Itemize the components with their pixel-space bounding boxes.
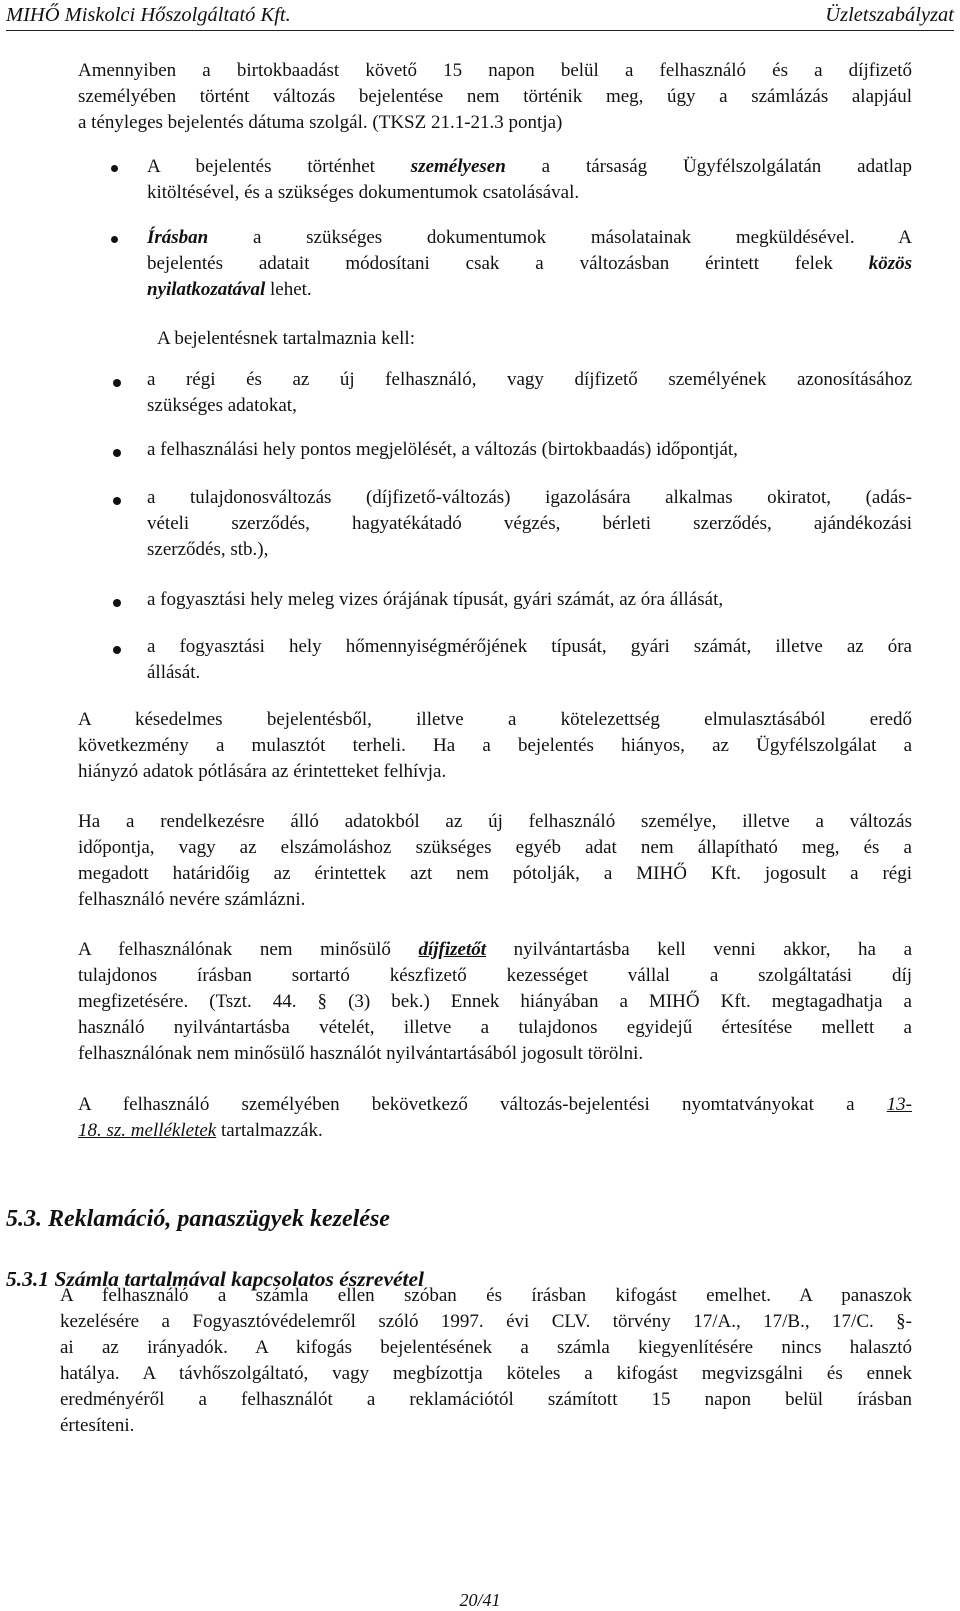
header-company: MIHŐ Miskolci Hőszolgáltató Kft. bbox=[6, 4, 291, 26]
contents-item: a felhasználási hely pontos megjelölését, a változás (birtokbaadás) időpontját, bbox=[147, 439, 738, 460]
contents-item: a régi és az új felhasználó, vagy díjfizető személyének azonosításához szükséges adatokat, bbox=[147, 369, 912, 416]
bullet-icon bbox=[113, 379, 121, 387]
bullet-icon bbox=[113, 449, 121, 457]
intro-paragraph: Amennyiben a birtokbaadást követő 15 napon belül a felhasználó és a díjfizető személyében történt változás bejelentése nem történik meg, úgy a számlázás alapjául a tényleges bejelentés dátuma szolgál. (TKSZ 21.1-21.3 pontja) bbox=[78, 60, 912, 133]
contents-intro: A bejelentésnek tartalmaznia kell: bbox=[157, 328, 415, 349]
paragraph-billing: Ha a rendelkezésre álló adatokból az új felhasználó személye, illetve a változás időpontja, vagy az elszámoláshoz szükséges egyéb adat nem állapítható meg, és a megadott határidőig az érintettek azt nem pótolják, a MIHŐ Kft. jogosult a régi felhasználó nevére számlázni. bbox=[78, 811, 912, 910]
header-doc-title: Üzletszabályzat bbox=[825, 4, 954, 26]
method-personal: A bejelentés történhet személyesen a társaság Ügyfélszolgálatán adatlap kitöltésével, és a szükséges dokumentumok csatolásával. bbox=[147, 156, 912, 203]
paragraph-payer: A felhasználónak nem minősülő díjfizetőt nyilvántartásba kell venni akkor, ha a tulajdonos írásban sortartó készfizető kezességet vállal a szolgáltatási díj megfizetésére. (Tszt. 44. § (3) bek.) Ennek hiányában a MIHŐ Kft. megtagadhatja a használó nyilvántartásba vételét, illetve a tulajdonos egyidejű értesítése mellett a felhasználónak nem minősülő használót nyilvántartásából jogosult törölni. bbox=[78, 939, 913, 1064]
annex-link[interactable]: 13- bbox=[886, 1094, 912, 1115]
contents-item: a tulajdonosváltozás (díjfizető-változás) igazolására alkalmas okiratot, (adás- vételi szerződés, hagyatékátadó végzés, bérleti szerződés, ajándékozási szerződés, stb.), bbox=[147, 487, 912, 560]
bullet-icon bbox=[113, 646, 121, 654]
bullet-icon bbox=[113, 599, 121, 607]
contents-item: a fogyasztási hely meleg vizes órájának típusát, gyári számát, az óra állását, bbox=[147, 589, 724, 610]
page-number: 20/41 bbox=[459, 1590, 501, 1610]
contents-item: a fogyasztási hely hőmennyiségmérőjének típusát, gyári számát, illetve az óra állását. bbox=[147, 636, 912, 683]
paragraph-late-notice: A késedelmes bejelentésből, illetve a kötelezettség elmulasztásából eredő következmény a mulasztót terheli. Ha a bejelentés hiányos, az Ügyfélszolgálat a hiányzó adatok pótlására az érintetteket felhívja. bbox=[78, 709, 912, 782]
bullet-icon bbox=[111, 236, 118, 243]
section-heading: 5.3. Reklamáció, panaszügyek kezelése bbox=[6, 1206, 390, 1232]
paragraph-forms: A felhasználó személyében bekövetkező változás-bejelentési nyomtatványokat a 13- 18. sz. mellékletek tartalmazzák. bbox=[78, 1094, 912, 1141]
method-written: Írásban a szükséges dokumentumok másolatainak megküldésével. A bejelentés adatait módosítani csak a változásban érintett felek közös nyilatkozatával lehet. bbox=[147, 227, 912, 300]
annex-link[interactable]: 18. sz. mellékletek bbox=[78, 1120, 217, 1141]
bullet-icon bbox=[113, 497, 121, 505]
bullet-icon bbox=[111, 165, 118, 172]
paragraph-complaint: A felhasználó a számla ellen szóban és írásban kifogást emelhet. A panaszok kezelésére a Fogyasztóvédelemről szóló 1997. évi CLV. törvény 17/A., 17/B., 17/C. §- ai az irányadók. A kifogás bejelentésének a számla kiegyenlítésére nincs halasztó hatálya. A távhőszolgáltató, vagy megbízottja köteles a kifogást megvizsgálni és ennek eredményéről a felhasználót a reklamációtól számított 15 napon belül írásban értesíteni. bbox=[60, 1285, 912, 1436]
page-header bbox=[6, 2, 954, 31]
subsection-heading: 5.3.1 Számla tartalmával kapcsolatos észrevétel bbox=[6, 1267, 425, 1291]
